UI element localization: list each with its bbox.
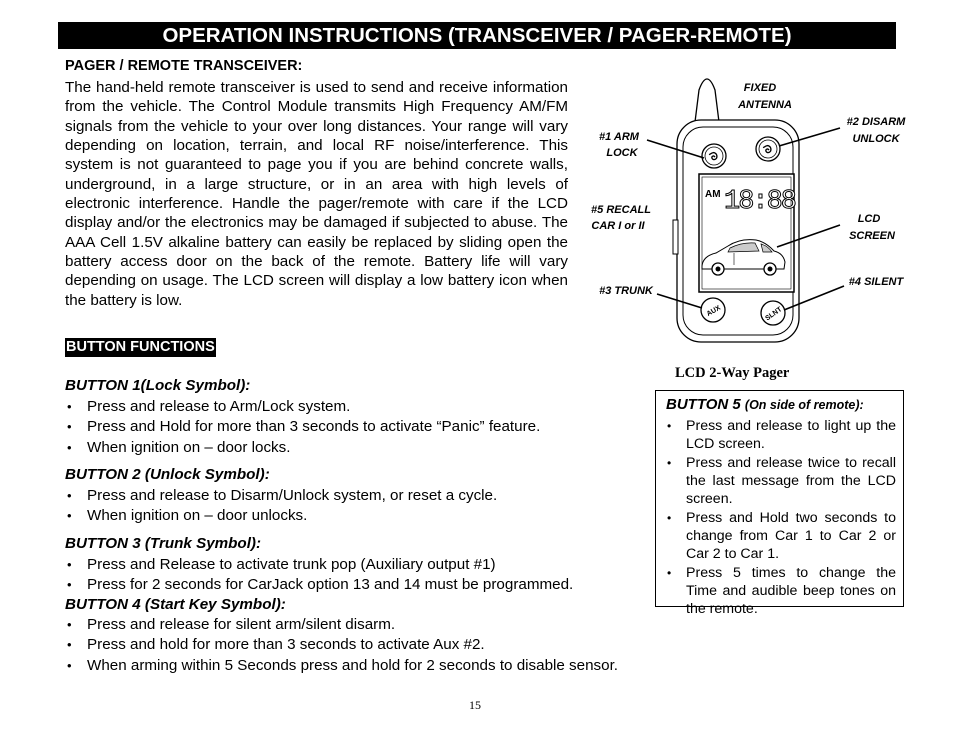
list-item: • Press 5 times to change the Time and audible beep tones on the remote. xyxy=(666,564,896,618)
intro-paragraph: The hand-held remote transceiver is used to send and receive information from the vehicle. The Control Module transmits High Frequency AM/FM signals from the vehicle to your over long distances. Your range will vary depending on location, terrain, and local RF noise/interference. This system is not guaranteed to page you if you are behind concrete walls, underground, in a large structure, or in an area with high levels of electronic interference. Handle the pager/remote with care if the LCD display and/or the electronics may be damaged if subjected to abuse. The AAA Cell 1.5V alkaline battery can easily be replaced by sliding open the battery access door on the back of the remote. Battery life will vary depending on usage. The LCD screen will display a low battery icon when the battery is low. xyxy=(65,79,568,309)
label-arm-1: #1 ARM xyxy=(599,131,639,143)
svg-text:AUX: AUX xyxy=(705,304,722,319)
button2-list xyxy=(65,486,497,527)
list-item: • Press and release to Disarm/Unlock system, or reset a cycle. xyxy=(65,486,497,506)
list-item: • Press for 2 seconds for CarJack option 13 and 14 must be programmed. xyxy=(65,575,573,595)
lcd-time: 18:88 xyxy=(724,187,796,217)
diagram-caption: LCD 2-Way Pager xyxy=(675,365,790,381)
label-lcd-1: LCD xyxy=(857,213,881,225)
button5-list xyxy=(666,417,896,619)
button-functions-heading: BUTTON FUNCTIONS xyxy=(66,339,215,355)
button5-heading-label: BUTTON 5 xyxy=(666,396,741,413)
label-fixed-antenna-2: ANTENNA xyxy=(738,99,792,111)
button5-heading-note: (On side of remote): xyxy=(744,398,864,412)
unlock-button xyxy=(756,137,780,161)
side-button-5 xyxy=(673,220,678,254)
list-item: • Press and release to Arm/Lock system. xyxy=(65,397,540,417)
label-trunk: #3 TRUNK xyxy=(599,285,653,297)
list-item: • Press and release to light up the LCD screen. xyxy=(666,417,896,453)
lcd-am: AM xyxy=(705,189,721,200)
label-recall-1: #5 RECALL xyxy=(591,204,651,216)
list-item: • Press and Hold two seconds to change from Car 1 to Car 2 or Car 2 to Car 1. xyxy=(666,509,896,563)
aux-button xyxy=(701,298,725,322)
list-item: • Press and Release to activate trunk pop (Auxiliary output #1) xyxy=(65,555,573,575)
label-disarm-1: #2 DISARM xyxy=(846,116,906,128)
label-fixed-antenna-1: FIXED xyxy=(743,82,777,94)
svg-text:ᘐ: ᘐ xyxy=(708,149,721,164)
label-silent: #4 SILENT xyxy=(848,276,904,288)
list-item: • When arming within 5 Seconds press and hold for 2 seconds to disable sensor. xyxy=(65,656,618,676)
list-item: • When ignition on – door locks. xyxy=(65,438,540,458)
label-recall-2: CAR I or II xyxy=(591,220,645,232)
list-item: • When ignition on – door unlocks. xyxy=(65,506,497,526)
page-number: 15 xyxy=(469,698,481,712)
list-item: • Press and hold for more than 3 seconds to activate Aux #2. xyxy=(65,635,618,655)
antenna-shape xyxy=(695,79,719,122)
list-item: • Press and release for silent arm/silent disarm. xyxy=(65,615,618,635)
label-arm-2: LOCK xyxy=(606,147,638,159)
pager-heading: PAGER / REMOTE TRANSCEIVER: xyxy=(65,58,303,74)
svg-text:SLNT: SLNT xyxy=(764,306,784,323)
page-title: OPERATION INSTRUCTIONS (TRANSCEIVER / PAGER-REMOTE) xyxy=(58,22,896,49)
list-item: • Press and Hold for more than 3 seconds to activate “Panic” feature. xyxy=(65,417,540,437)
button4-list xyxy=(65,615,618,676)
list-item: • Press and release twice to recall the last message from the LCD screen. xyxy=(666,454,896,508)
svg-text:ᘐ: ᘐ xyxy=(762,142,775,157)
lock-button xyxy=(702,144,726,168)
button4-heading: BUTTON 4 (Start Key Symbol): xyxy=(65,596,286,613)
label-lcd-2: SCREEN xyxy=(849,230,895,242)
label-disarm-2: UNLOCK xyxy=(852,133,900,145)
button3-list xyxy=(65,555,573,596)
button5-box xyxy=(655,390,904,617)
slnt-button xyxy=(761,301,785,325)
button2-heading: BUTTON 2 (Unlock Symbol): xyxy=(65,466,270,483)
button5-heading xyxy=(666,396,864,413)
pager-diagram xyxy=(582,70,912,365)
button1-heading: BUTTON 1(Lock Symbol): xyxy=(65,377,251,394)
button3-heading: BUTTON 3 (Trunk Symbol): xyxy=(65,535,262,552)
button1-list xyxy=(65,397,540,458)
